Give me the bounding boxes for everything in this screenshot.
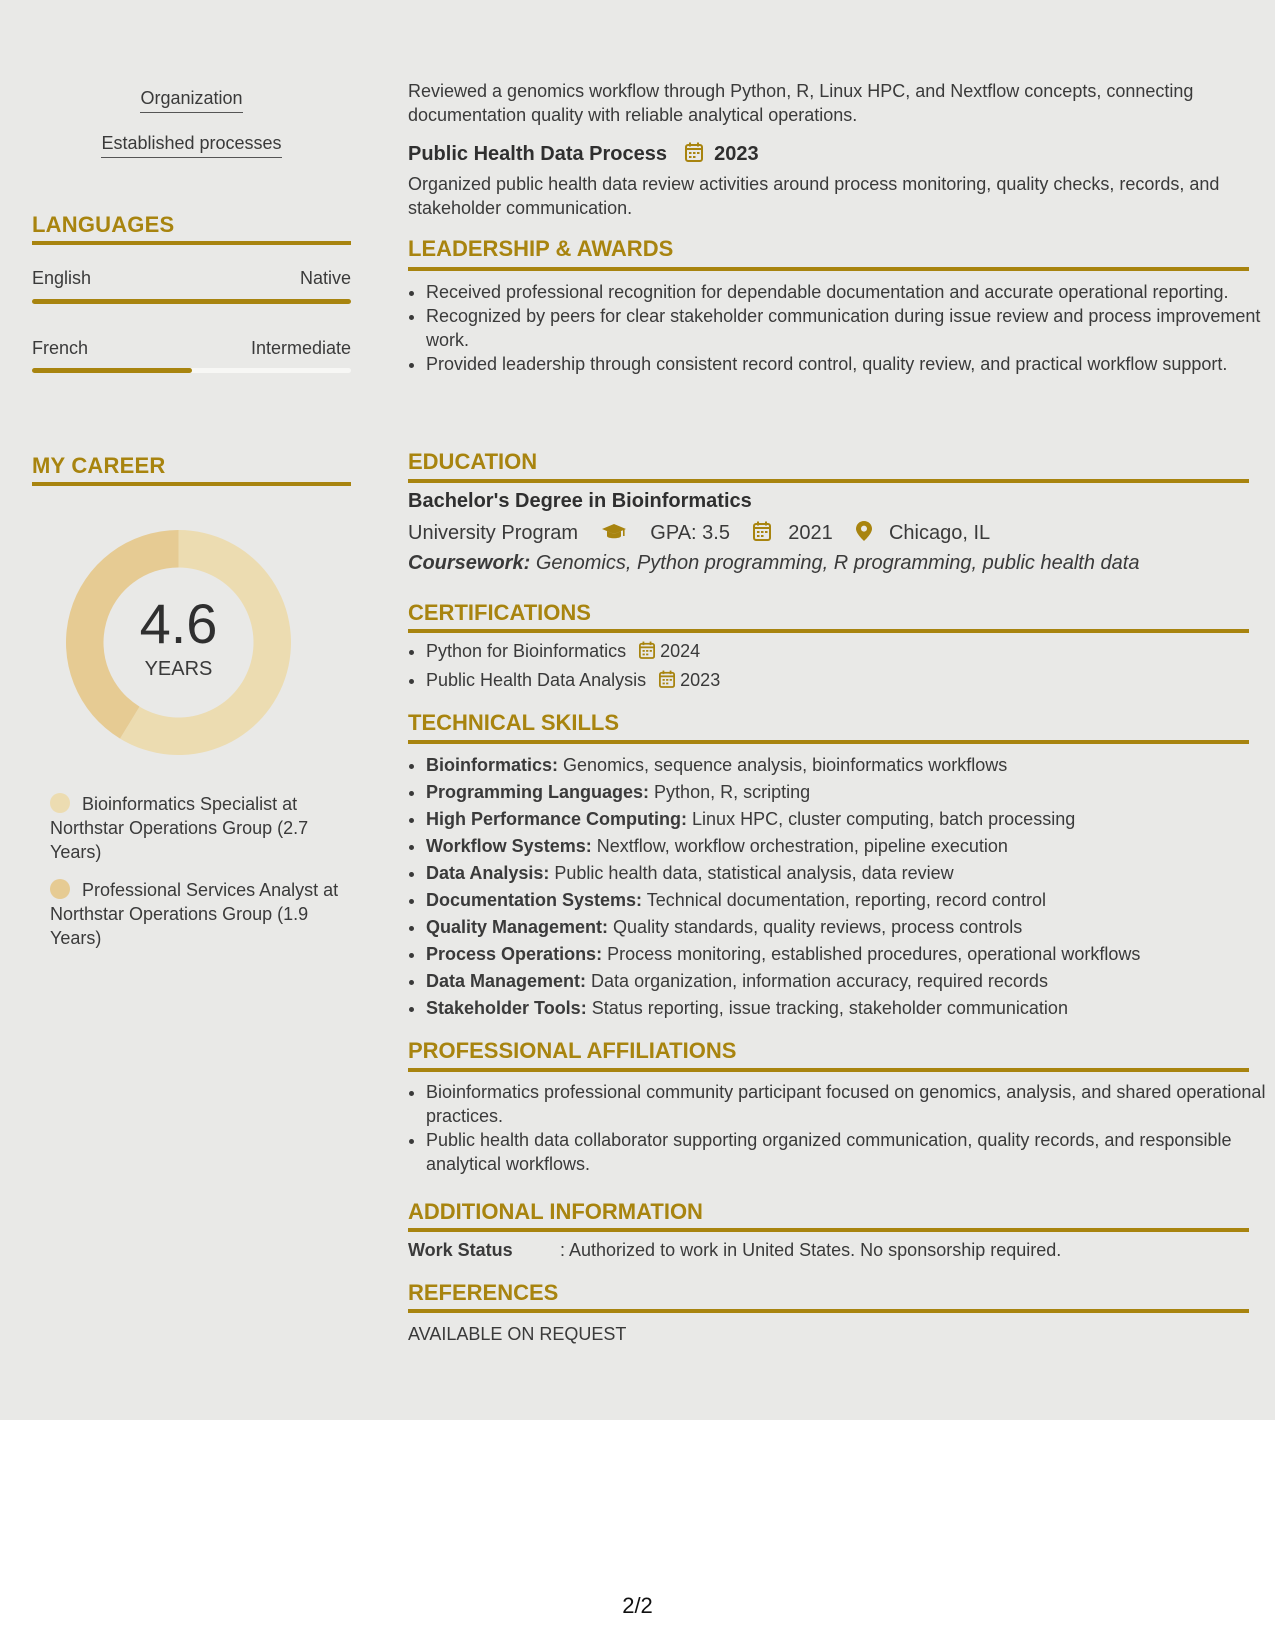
skill-value: Public health data, statistical analysis, data review — [554, 863, 954, 883]
school-name: University Program — [408, 522, 579, 544]
career-rule — [32, 482, 351, 486]
skill-label: Stakeholder Tools: — [426, 998, 587, 1018]
affiliations-rule — [408, 1068, 1249, 1072]
skill-value: Process monitoring, established procedures, operational workflows — [607, 944, 1141, 964]
gpa: GPA: 3.5 — [650, 522, 730, 544]
list-item — [426, 667, 1267, 696]
project-year: 2023 — [714, 143, 759, 165]
languages-title: LANGUAGES — [32, 212, 175, 237]
career-legend-item — [50, 878, 340, 950]
location: Chicago, IL — [888, 522, 991, 544]
coursework — [408, 552, 1139, 575]
list-item: • Received professional recognition for dependable documentation and accurate operational reporting. — [426, 280, 1267, 304]
language-bar-english — [32, 299, 351, 304]
page-number: 2/2 — [622, 1593, 653, 1618]
career-title: MY CAREER — [32, 453, 166, 478]
skill-value: Quality standards, quality reviews, process controls — [613, 917, 1023, 937]
calendar-icon — [659, 669, 675, 696]
references-rule — [408, 1309, 1249, 1313]
skill-value: Linux HPC, cluster computing, batch processing — [692, 809, 1076, 829]
list-item — [426, 638, 1267, 667]
calendar-icon — [685, 142, 703, 168]
language-name: English — [32, 268, 92, 288]
additional-info-title: ADDITIONAL INFORMATION — [408, 1199, 703, 1224]
language-bar-fill — [32, 299, 351, 304]
languages-rule — [32, 241, 351, 245]
list-item: • Public health data collaborator supporting organized communication, quality records, and responsible analytical workflows. — [426, 1128, 1267, 1176]
cert-year: 2023 — [680, 670, 721, 690]
skill-label: Quality Management: — [426, 917, 609, 937]
career-total-years: 4.6 — [139, 592, 218, 655]
legend-swatch — [50, 793, 70, 813]
language-row-english — [32, 268, 351, 289]
legend-swatch — [50, 879, 70, 899]
language-level: Native — [299, 268, 351, 288]
skills-list — [408, 752, 1267, 1022]
skill-label: Process Operations: — [426, 944, 603, 964]
career-donut-chart — [66, 530, 291, 755]
skill-label: Documentation Systems: — [426, 890, 643, 910]
skill-item — [426, 941, 1267, 968]
project-description: Organized public health data review activities around process monitoring, quality checks, records, and stakeholder communication. — [408, 174, 1220, 218]
references-title: REFERENCES — [408, 1280, 559, 1305]
tag-label: Established processes — [101, 133, 281, 158]
cert-year: 2024 — [660, 641, 701, 661]
skill-value: Nextflow, workflow orchestration, pipeline execution — [596, 836, 1008, 856]
project-title: Public Health Data Process — [408, 143, 667, 165]
coursework-label: Coursework: — [408, 552, 531, 574]
skill-value: Technical documentation, reporting, record control — [646, 890, 1046, 910]
skill-item — [426, 887, 1267, 914]
skill-item — [426, 806, 1267, 833]
graduation-cap-icon — [601, 523, 627, 547]
skill-item — [426, 779, 1267, 806]
leadership-rule — [408, 267, 1249, 271]
skill-label: Data Management: — [426, 971, 587, 991]
degree-title: Bachelor's Degree in Bioinformatics — [408, 490, 752, 512]
certifications-rule — [408, 629, 1249, 633]
skill-value: Status reporting, issue tracking, stakeholder communication — [591, 998, 1068, 1018]
career-legend-item — [50, 792, 340, 864]
education-details — [408, 521, 990, 547]
skill-item — [426, 914, 1267, 941]
additional-info-rule — [408, 1228, 1249, 1232]
education-rule — [408, 479, 1249, 483]
skill-label: Data Analysis: — [426, 863, 550, 883]
language-level: Intermediate — [250, 338, 351, 358]
calendar-icon — [753, 521, 771, 547]
skill-item — [426, 860, 1267, 887]
map-pin-icon — [856, 521, 872, 547]
skill-value: Genomics, sequence analysis, bioinformatics workflows — [563, 755, 1008, 775]
legend-label: Bioinformatics Specialist at Northstar Operations Group (2.7 Years) — [50, 794, 309, 862]
list-item: • Bioinformatics professional community participant focused on genomics, analysis, and shared operational practices. — [426, 1080, 1267, 1128]
language-row-french — [32, 338, 351, 359]
skill-item — [426, 995, 1267, 1022]
language-bar-fill — [32, 368, 192, 373]
skill-value: Python, R, scripting — [654, 782, 811, 802]
list-item: • Recognized by peers for clear stakeholder communication during issue review and process improvement work. — [426, 304, 1267, 352]
coursework-value: Genomics, Python programming, R programming, public health data — [535, 552, 1140, 574]
graduation-year: 2021 — [788, 522, 833, 544]
leadership-title: LEADERSHIP & AWARDS — [408, 236, 674, 261]
affiliations-list — [408, 1080, 1267, 1176]
leadership-list — [408, 280, 1267, 376]
tag-label: Organization — [140, 88, 242, 113]
certifications-title: CERTIFICATIONS — [408, 600, 591, 625]
certifications-list — [408, 638, 1267, 696]
skill-label: Programming Languages: — [426, 782, 650, 802]
skill-label: Bioinformatics: — [426, 755, 559, 775]
skill-label: High Performance Computing: — [426, 809, 688, 829]
intro-paragraph: Reviewed a genomics workflow through Python, R, Linux HPC, and Nextflow concepts, connecting documentation quality with reliable analytical operations. — [408, 81, 1194, 125]
skill-value: Data organization, information accuracy, required records — [591, 971, 1048, 991]
skill-item — [426, 833, 1267, 860]
skill-item — [426, 752, 1267, 779]
legend-label: Professional Services Analyst at Northstar Operations Group (1.9 Years) — [50, 880, 339, 948]
list-item: • Provided leadership through consistent record control, quality review, and practical workflow support. — [426, 352, 1267, 376]
cert-name: Public Health Data Analysis — [426, 670, 647, 690]
cert-name: Python for Bioinformatics — [426, 641, 627, 661]
skills-title: TECHNICAL SKILLS — [408, 710, 620, 735]
donut-center — [66, 530, 291, 755]
tag-organization — [32, 88, 351, 113]
work-status-row — [408, 1240, 1061, 1261]
references-text: AVAILABLE ON REQUEST — [408, 1324, 627, 1344]
affiliations-title: PROFESSIONAL AFFILIATIONS — [408, 1038, 737, 1063]
tag-established-processes — [32, 133, 351, 158]
language-name: French — [32, 338, 89, 358]
education-title: EDUCATION — [408, 449, 538, 474]
language-bar-french — [32, 368, 351, 373]
skill-label: Workflow Systems: — [426, 836, 592, 856]
work-status-value: : Authorized to work in United States. No sponsorship required. — [560, 1240, 1062, 1260]
skills-rule — [408, 740, 1249, 744]
career-total-unit: YEARS — [144, 658, 213, 680]
work-status-label: Work Status — [408, 1240, 513, 1260]
project-title-row — [408, 142, 759, 168]
skill-item — [426, 968, 1267, 995]
calendar-icon — [639, 640, 655, 667]
